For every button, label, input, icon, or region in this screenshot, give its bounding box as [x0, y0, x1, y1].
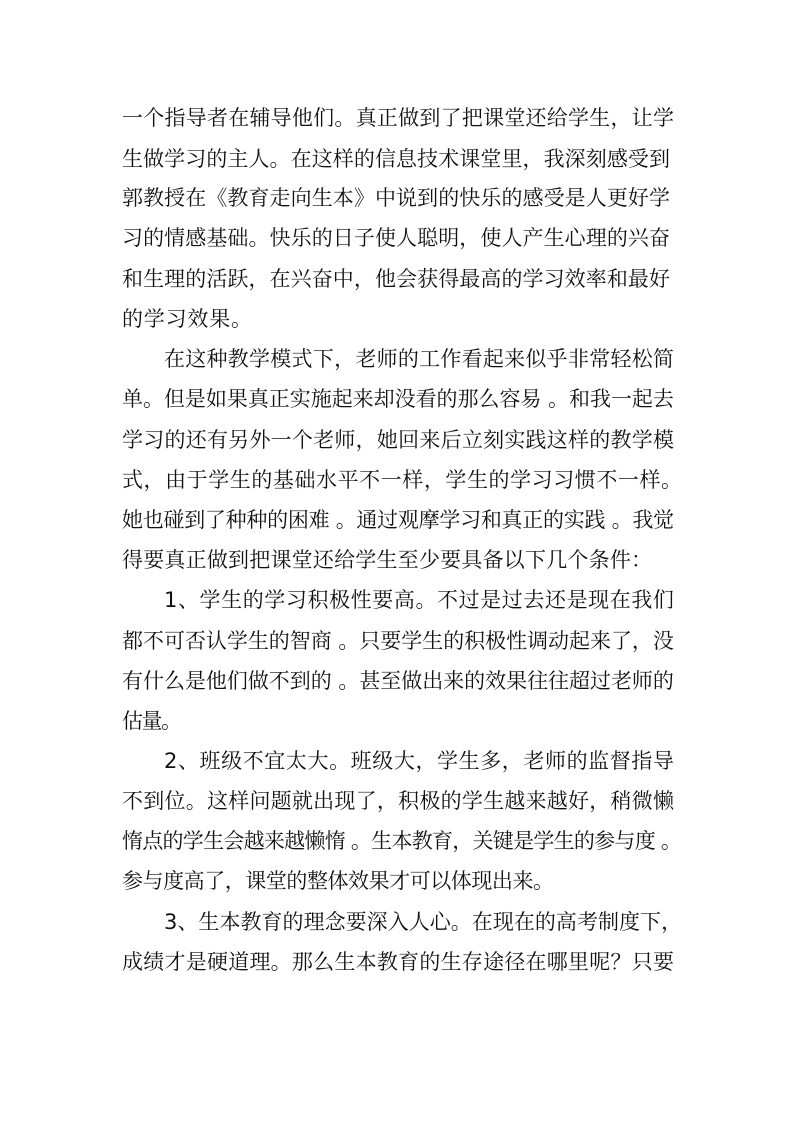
text-line-4: 习的情感基础。快乐的日子使人聪明，使人产生心理的兴奋	[122, 226, 671, 250]
text-line-22: 成绩才是硬道理。那么生本教育的生存途径在哪里呢？只要	[122, 950, 675, 974]
text-line-13: 1、学生的学习积极性要高。不过是过去还是现在我们	[164, 588, 675, 612]
text-line-19: 惰点的学生会越来越懒惰 。生本教育，关键是学生的参与度 。	[122, 829, 682, 853]
text-line-7: 在这种教学模式下，老师的工作看起来似乎非常轻松简	[164, 347, 675, 371]
text-line-12: 得要真正做到把课堂还给学生至少要具备以下几个条件：	[122, 548, 653, 572]
text-line-16: 估量。	[122, 709, 181, 733]
text-line-6: 的学习效果。	[122, 307, 253, 331]
text-line-11: 她也碰到了种种的困难 。通过观摩学习和真正的实践 。我觉	[122, 508, 674, 532]
text-line-21: 3、生本教育的理念要深入人心。在现在的高考制度下，	[164, 910, 683, 934]
text-line-18: 不到位。这样问题就出现了，积极的学生越来越好，稍微懒	[122, 789, 675, 813]
text-line-20: 参与度高了，课堂的整体效果才可以体现出来。	[122, 869, 554, 893]
text-line-14: 都不可否认学生的智商 。只要学生的积极性调动起来了，没	[122, 629, 674, 653]
text-line-17: 2、班级不宜太大。班级大，学生多，老师的监督指导	[164, 749, 675, 773]
text-line-1: 一个指导者在辅导他们。真正做到了把课堂还给学生，让学	[122, 106, 675, 130]
text-line-5: 和生理的活跃，在兴奋中，他会获得最高的学习效率和最好	[122, 267, 671, 291]
text-line-15: 有什么是他们做不到的 。甚至做出来的效果往往超过老师的	[122, 669, 674, 693]
text-line-10: 式，由于学生的基础水平不一样，学生的学习习惯不一样。	[122, 468, 683, 492]
text-line-3: 郭教授在《教育走向生本》中说到的快乐的感受是人更好学	[122, 186, 671, 210]
text-line-2: 生做学习的主人。在这样的信息技术课堂里，我深刻感受到	[122, 147, 671, 171]
text-line-9: 学习的还有另外一个老师，她回来后立刻实践这样的教学模	[122, 428, 675, 452]
text-line-8: 单。但是如果真正实施起来却没看的那么容易 。和我一起去	[122, 387, 674, 411]
